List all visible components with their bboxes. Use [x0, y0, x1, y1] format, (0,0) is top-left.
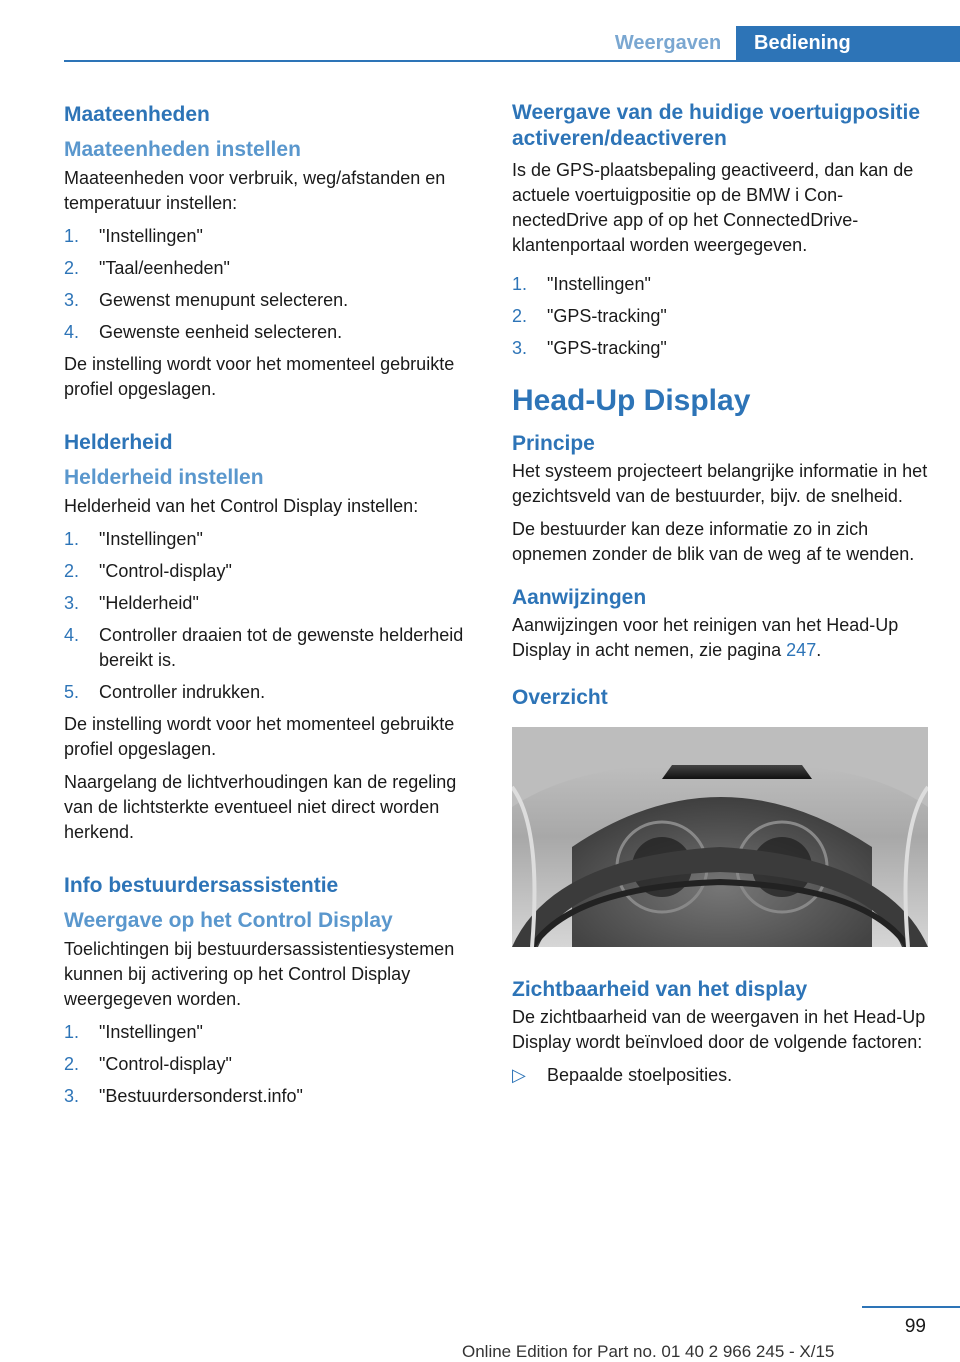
section-title-helderheid: Helderheid: [64, 431, 173, 454]
list-item: [64, 288, 482, 313]
paragraph: De instelling wordt voor het momenteel gebruikte profiel opgeslagen.: [64, 714, 455, 759]
paragraph: Toelichtingen bij bestuurdersassistentiesystemen kunnen bij activering op het Control Display weergegeven worden.: [64, 939, 455, 1009]
list-text: "Control-display": [99, 1054, 232, 1074]
list-marker: 5.: [64, 682, 80, 702]
paragraph: Maateenheden voor verbruik, weg/afstanden en temperatuur instellen:: [64, 168, 446, 213]
list-marker: 2.: [512, 306, 528, 326]
list-item: [64, 527, 482, 552]
paragraph: Is de GPS-plaatsbepaling geactiveerd, dan kan de actuele voertuigpositie op de BMW i ConnectedDrive app of op het ConnectedDrive-klantenportaal worden weergegeven.: [512, 160, 914, 255]
list-text: "Bestuurdersonderst.info": [99, 1086, 303, 1106]
paragraph: [512, 613, 930, 663]
list-text: "Instellingen": [547, 274, 651, 294]
list-item: [64, 1020, 482, 1045]
list-marker: 1.: [64, 1022, 80, 1042]
list-text: Gewenste eenheid selecteren.: [99, 322, 343, 342]
list-text: Controller draaien tot de gewenste helderheid bereikt is.: [99, 625, 464, 670]
section-title-aanwijzingen: Aanwijzingen: [512, 586, 647, 609]
list-item: [64, 591, 482, 616]
list-item: [64, 320, 482, 345]
list-marker: 2.: [64, 1054, 80, 1074]
section-title-overzicht: Overzicht: [512, 686, 608, 709]
subsection-title-helderheid-instellen: Helderheid instellen: [64, 466, 264, 489]
list-item: [64, 623, 482, 673]
section-title-info-bestuurdersassistentie: Info bestuurdersassistentie: [64, 874, 339, 897]
paragraph: Helderheid van het Control Display instellen:: [64, 496, 419, 516]
list-item: [64, 1052, 482, 1077]
list-marker: 1.: [64, 226, 80, 246]
list-marker: 2.: [64, 258, 80, 278]
paragraph: Naargelang de lichtverhoudingen kan de regeling van de lichtsterkte eventueel niet direct worden herkend.: [64, 772, 457, 842]
section-title-principe: Principe: [512, 432, 595, 455]
list-marker: 3.: [64, 593, 80, 613]
list-marker: 4.: [64, 625, 80, 645]
list-text: "Taal/eenheden": [99, 258, 230, 278]
list-item: [64, 256, 482, 281]
list-marker: 4.: [64, 322, 80, 342]
list-marker: 3.: [64, 290, 80, 310]
list-text: "GPS-tracking": [547, 306, 667, 326]
list-marker: ▷: [512, 1065, 526, 1085]
footer-rule: [862, 1306, 960, 1308]
list-item: [64, 559, 482, 584]
list-text: Gewenst menupunt selecteren.: [99, 290, 349, 310]
left-column: [64, 100, 482, 1116]
list-marker: 3.: [64, 1086, 80, 1106]
paragraph: De zichtbaarheid van de weergaven in het Head-Up Display wordt beïnvloed door de volgende factoren:: [512, 1007, 926, 1052]
steps-list: [64, 527, 482, 705]
subsection-title-weergave-control-display: Weergave op het Control Display: [64, 909, 393, 932]
steps-list: [64, 1020, 482, 1109]
section-title-voertuigpositie: Weergave van de huidige voertuigpositie activeren/deactiveren: [512, 101, 921, 150]
list-item: [64, 224, 482, 249]
tab-bediening[interactable]: Bediening: [736, 26, 960, 62]
list-item: [512, 272, 930, 297]
list-item: [512, 1063, 930, 1088]
steps-list: [512, 272, 930, 361]
list-text: "Instellingen": [99, 226, 203, 246]
section-title-zichtbaarheid: Zichtbaarheid van het display: [512, 978, 808, 1001]
right-column: [512, 100, 930, 1095]
list-item: [64, 680, 482, 705]
edition-text: Online Edition for Part no. 01 40 2 966 245 - X/15: [462, 1342, 835, 1361]
list-item: [512, 336, 930, 361]
page-link[interactable]: 247: [786, 640, 817, 660]
paragraph-text: Aanwijzingen voor het reinigen van het Head-Up Display in acht nemen, zie pagina: [512, 615, 899, 660]
bullet-list: [512, 1063, 930, 1088]
list-text: Controller indrukken.: [99, 682, 266, 702]
chapter-title-head-up-display: Head-Up Display: [512, 384, 751, 417]
tab-weergaven[interactable]: Weergaven: [614, 32, 722, 54]
paragraph-end: .: [816, 640, 822, 660]
paragraph: De instelling wordt voor het momenteel gebruikte profiel opgeslagen.: [64, 354, 455, 399]
list-text: "Control-display": [99, 561, 232, 581]
list-text: "Helderheid": [99, 593, 199, 613]
list-item: [64, 1084, 482, 1109]
header-rule: [64, 60, 960, 62]
paragraph: Het systeem projecteert belangrijke informatie in het gezichtsveld van de bestuurder, bijv. de snelheid.: [512, 461, 928, 506]
list-text: "Instellingen": [99, 1022, 203, 1042]
steps-list: [64, 224, 482, 345]
page-number: 99: [904, 1316, 926, 1337]
section-title-maateenheden: Maateenheden: [64, 103, 210, 126]
dashboard-photo: [512, 727, 928, 947]
list-marker: 1.: [64, 529, 80, 549]
list-item: [512, 304, 930, 329]
list-marker: 3.: [512, 338, 528, 358]
list-text: "GPS-tracking": [547, 338, 667, 358]
list-text: Bepaalde stoelposities.: [547, 1065, 733, 1085]
list-marker: 1.: [512, 274, 528, 294]
subsection-title-maateenheden-instellen: Maateenheden instellen: [64, 138, 301, 161]
list-marker: 2.: [64, 561, 80, 581]
paragraph: De bestuurder kan deze informatie zo in zich opnemen zonder de blik van de weg af te wenden.: [512, 519, 915, 564]
list-text: "Instellingen": [99, 529, 203, 549]
